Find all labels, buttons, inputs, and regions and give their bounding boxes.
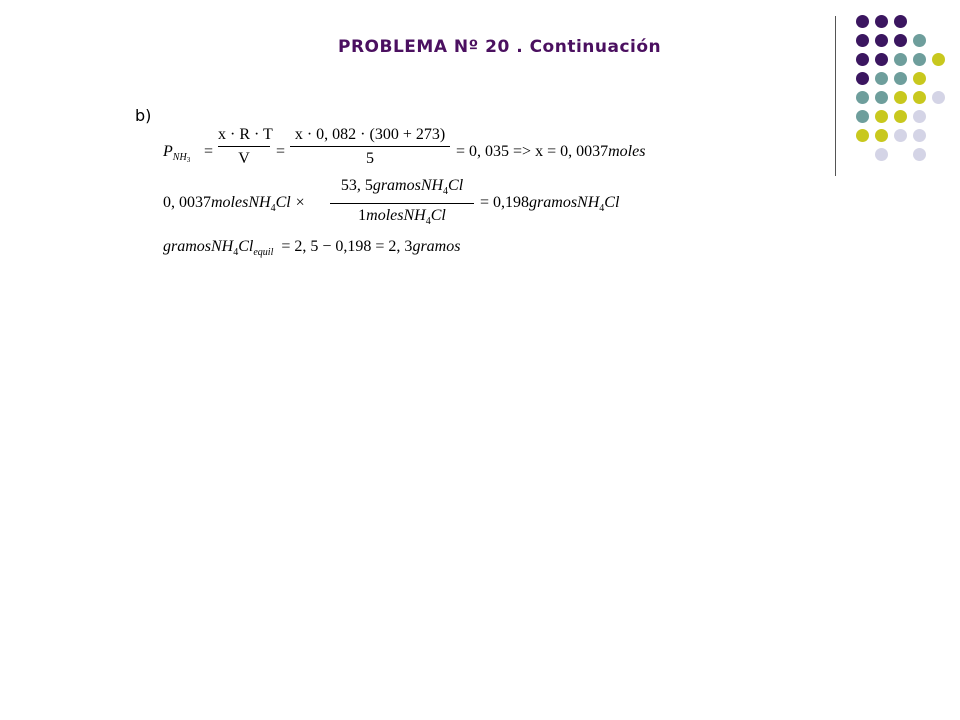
eq2-frac-den-value: 1 <box>358 207 367 224</box>
eq3-lhs-subscript-equil: equil <box>253 247 274 258</box>
eq1-result <box>456 143 645 161</box>
decorative-dot <box>894 110 907 123</box>
eq1-equals: = <box>204 143 214 160</box>
fraction-bar <box>330 203 474 204</box>
eq1-frac1-denominator: V <box>238 150 250 167</box>
eq1-fraction-1 <box>218 126 273 168</box>
eq2-result-value: = 0,198 <box>480 194 530 211</box>
eq3-rhs: = 2, 5 − 0,198 = 2, 3 <box>281 238 413 255</box>
eq1-lhs <box>163 143 190 164</box>
eq2-lhs-cl: Cl × <box>275 194 306 211</box>
eq1-p-symbol: P <box>163 143 173 160</box>
decorative-dot <box>894 34 907 47</box>
eq2-lhs-value: 0, 0037 <box>163 194 211 211</box>
decorative-dot <box>875 129 888 142</box>
decorative-dot <box>875 15 888 28</box>
decorative-dot <box>913 34 926 47</box>
eq2-lhs-unit: molesNH <box>211 194 271 211</box>
eq2-result-subscript: 4 <box>599 203 605 214</box>
decorative-dot <box>894 15 907 28</box>
eq1-equals-2: = <box>276 143 286 160</box>
eq2-frac-den-unit: molesNH <box>366 207 426 224</box>
fraction-bar <box>290 146 450 147</box>
decorative-dot <box>856 53 869 66</box>
eq3-rhs-unit: gramos <box>412 238 461 255</box>
eq2-frac-num-cl: Cl <box>448 177 464 194</box>
decorative-dot <box>856 15 869 28</box>
decorative-dot <box>875 53 888 66</box>
eq2-lhs-subscript: 4 <box>270 203 276 214</box>
eq3-lhs-cl: Cl <box>238 238 254 255</box>
eq2-frac-denominator <box>330 207 474 231</box>
decorative-dot <box>856 129 869 142</box>
eq1-result-unit: moles <box>608 143 646 160</box>
eq2-result-cl: Cl <box>604 194 620 211</box>
decorative-dot <box>894 129 907 142</box>
eq2-frac-numerator <box>330 177 474 201</box>
decorative-dot <box>913 148 926 161</box>
decorative-dot <box>875 110 888 123</box>
eq1-frac2-denominator: 5 <box>366 150 374 167</box>
decorative-dot <box>932 53 945 66</box>
eq3-lhs-unit: gramosNH <box>163 238 234 255</box>
eq2-lhs <box>163 194 305 214</box>
decorative-dot <box>875 72 888 85</box>
part-label: b) <box>135 106 152 125</box>
eq1-fraction-2 <box>290 126 450 168</box>
decorative-dot <box>932 91 945 104</box>
decorative-dot <box>913 72 926 85</box>
eq2-frac-den-subscript: 4 <box>425 216 431 227</box>
eq2-result <box>480 194 619 214</box>
decorative-dot <box>894 53 907 66</box>
eq2-frac-num-unit: gramosNH <box>372 177 444 194</box>
eq2-frac-num-subscript: 4 <box>443 186 449 197</box>
eq1-frac1-numerator: x · R · T <box>218 126 273 143</box>
eq2-frac-den-cl: Cl <box>430 207 446 224</box>
eq2-result-unit: gramosNH <box>529 194 600 211</box>
decorative-dot <box>913 53 926 66</box>
decorative-dot <box>894 91 907 104</box>
decorative-dot <box>856 110 869 123</box>
eq2-fraction <box>330 177 474 231</box>
decorative-dot <box>894 72 907 85</box>
decorative-dot <box>856 72 869 85</box>
eq1-frac2-numerator: x · 0, 082 · (300 + 273) <box>294 126 446 143</box>
eq1-p-subscript: NH <box>172 152 187 163</box>
decorative-dot <box>856 91 869 104</box>
decorative-dot <box>875 34 888 47</box>
slide-title: PROBLEMA Nº 20 . Continuación <box>338 37 662 57</box>
eq3-line <box>163 238 460 258</box>
decorative-dot <box>913 91 926 104</box>
eq1-result-value: = 0, 035 => x = 0, 0037 <box>456 143 609 160</box>
decorative-dot <box>875 148 888 161</box>
eq3-lhs-subscript: 4 <box>233 247 239 258</box>
eq2-frac-num-value: 53, 5 <box>340 177 373 194</box>
eq1-p-subscript-3: 3 <box>186 156 191 164</box>
decorative-dot <box>913 129 926 142</box>
decorative-dot <box>913 110 926 123</box>
decorative-divider-line <box>835 16 836 176</box>
decorative-dot <box>875 91 888 104</box>
decorative-dot <box>856 34 869 47</box>
fraction-bar <box>218 146 270 147</box>
